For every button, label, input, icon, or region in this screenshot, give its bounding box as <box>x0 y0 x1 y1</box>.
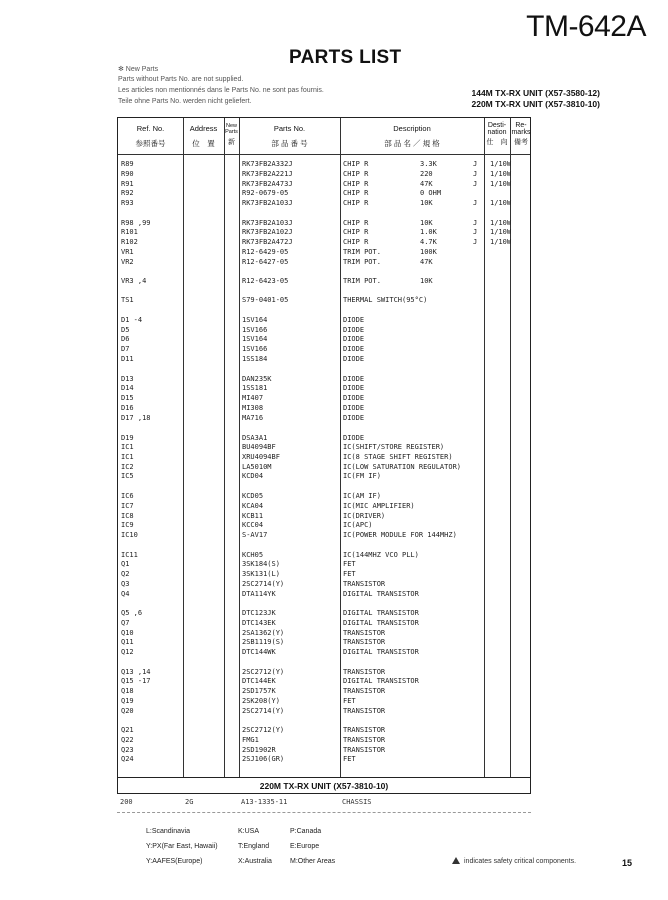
row-description: IC(AM IF) <box>343 492 381 500</box>
table-row <box>118 414 530 423</box>
row-power: 1/10W <box>490 199 512 207</box>
row-description: FET <box>343 560 356 568</box>
row-description: CHIP R <box>343 160 369 168</box>
row-description: IC(FM IF) <box>343 472 381 480</box>
row-parts-no: DSA3A1 <box>242 434 268 442</box>
row-ref: D14 <box>121 384 134 392</box>
row-ref: Q7 <box>121 619 130 627</box>
row-parts-no: KCC04 <box>242 521 264 529</box>
table-row <box>118 609 530 618</box>
table-row <box>118 668 530 677</box>
row-parts-no: 1SS184 <box>242 355 268 363</box>
table-row <box>118 502 530 511</box>
table-row <box>118 472 530 481</box>
row-ref: Q20 <box>121 707 134 715</box>
row-description: CHIP R <box>343 180 369 188</box>
row-parts-no: BU4094BF <box>242 443 276 451</box>
row-ref: D17 ,18 <box>121 414 151 422</box>
row-ref: IC2 <box>121 463 134 471</box>
row-parts-no: 3SK184(S) <box>242 560 280 568</box>
row-ref: R101 <box>121 228 138 236</box>
row-description: CHASSIS <box>342 798 372 806</box>
row-description: TRANSISTOR <box>343 746 386 754</box>
row-description: TRIM POT. <box>343 277 381 285</box>
table-row <box>118 638 530 647</box>
row-ref: D19 <box>121 434 134 442</box>
row-ref: R89 <box>121 160 134 168</box>
row-ref: Q4 <box>121 590 130 598</box>
row-value: 0 OHM <box>420 189 442 197</box>
row-ref: IC5 <box>121 472 134 480</box>
table-row <box>118 434 530 443</box>
row-ref: IC1 <box>121 443 134 451</box>
row-ref: 200 <box>120 798 133 806</box>
row-description: IC(144MHZ VCO PLL) <box>343 551 419 559</box>
row-parts-no: DTC123JK <box>242 609 276 617</box>
table-row <box>118 697 530 706</box>
table-row <box>118 170 530 179</box>
row-ref: R92 <box>121 189 134 197</box>
row-ref: Q13 ,14 <box>121 668 151 676</box>
table-row <box>118 590 530 599</box>
row-description: IC(MIC AMPLIFIER) <box>343 502 415 510</box>
row-parts-no: DTC143EK <box>242 619 276 627</box>
row-description: TRANSISTOR <box>343 687 386 695</box>
row-ref: IC7 <box>121 502 134 510</box>
table-row <box>118 551 530 560</box>
row-ref: Q21 <box>121 726 134 734</box>
row-ref: IC6 <box>121 492 134 500</box>
table-row <box>118 277 530 286</box>
header-address: Address 位 置 <box>189 124 218 148</box>
table-row <box>118 629 530 638</box>
row-ref: Q5 ,6 <box>121 609 143 617</box>
row-description: IC(8 STAGE SHIFT REGISTER) <box>343 453 453 461</box>
row-value: 100K <box>420 248 437 256</box>
row-description: DIGITAL TRANSISTOR <box>343 677 419 685</box>
row-parts-no: R12-6427-05 <box>242 258 289 266</box>
row-ref: Q24 <box>121 755 134 763</box>
row-parts-no: MI308 <box>242 404 264 412</box>
table-row <box>118 580 530 589</box>
row-description: TRANSISTOR <box>343 668 386 676</box>
row-power: 1/10W <box>490 160 512 168</box>
row-ref: IC9 <box>121 521 134 529</box>
table-row-chassis <box>117 794 531 813</box>
row-ref: D11 <box>121 355 134 363</box>
row-description: IC(LOW SATURATION REGULATOR) <box>343 463 462 471</box>
table-row <box>118 619 530 628</box>
table-row <box>118 219 530 228</box>
model-number: TM-642A <box>526 10 646 43</box>
table-row <box>118 746 530 755</box>
row-description: TRIM POT. <box>343 248 381 256</box>
row-ref: IC10 <box>121 531 138 539</box>
row-tolerance: J <box>473 170 478 178</box>
table-row <box>118 463 530 472</box>
row-power: 1/10W <box>490 228 512 236</box>
row-ref: R90 <box>121 170 134 178</box>
table-row <box>118 648 530 657</box>
row-ref: D6 <box>121 335 130 343</box>
row-description: CHIP R <box>343 170 369 178</box>
legend-k: K:USA <box>238 828 260 835</box>
row-value: 1.0K <box>420 228 437 236</box>
table-row <box>118 345 530 354</box>
row-ref: IC8 <box>121 512 134 520</box>
row-ref: Q11 <box>121 638 134 646</box>
legend-y-aafes: Y:AAFES(Europe) <box>146 858 203 865</box>
row-description: TRIM POT. <box>343 258 381 266</box>
row-parts-no: RK73FB2A103J <box>242 219 293 227</box>
row-tolerance: J <box>473 199 478 207</box>
row-parts-no: S79-0401-05 <box>242 296 289 304</box>
legend-m: M:Other Areas <box>290 858 336 865</box>
row-parts-no: FMG1 <box>242 736 259 744</box>
row-ref: Q19 <box>121 697 134 705</box>
row-ref: D5 <box>121 326 130 334</box>
row-parts-no: KCD05 <box>242 492 264 500</box>
row-ref: VR2 <box>121 258 134 266</box>
table-row <box>118 296 530 305</box>
header-description: Description 部 品 名 ／ 規 格 <box>384 124 440 148</box>
row-description: CHIP R <box>343 219 369 227</box>
row-description: DIGITAL TRANSISTOR <box>343 648 419 656</box>
table-row <box>118 375 530 384</box>
row-ref: R91 <box>121 180 134 188</box>
table-row <box>118 687 530 696</box>
legend-y-px: Y:PX(Far East, Hawaii) <box>146 843 218 850</box>
row-power: 1/10W <box>490 180 512 188</box>
row-ref: D15 <box>121 394 134 402</box>
row-ref: R98 ,99 <box>121 219 151 227</box>
table-row <box>118 531 530 540</box>
row-description: TRANSISTOR <box>343 707 386 715</box>
row-parts-no: KCA04 <box>242 502 264 510</box>
header-parts-no: Parts No. 部 品 番 号 <box>271 124 308 148</box>
row-parts-no: DTC144EK <box>242 677 276 685</box>
row-parts-no: 1SV166 <box>242 326 268 334</box>
row-description: DIGITAL TRANSISTOR <box>343 590 419 598</box>
table-row <box>118 453 530 462</box>
row-description: DIODE <box>343 355 365 363</box>
row-description: TRANSISTOR <box>343 629 386 637</box>
row-parts-no: 1SV164 <box>242 335 268 343</box>
row-parts-no: DTC144WK <box>242 648 276 656</box>
row-description: DIODE <box>343 434 365 442</box>
row-parts-no: 2SA1362(Y) <box>242 629 285 637</box>
table-row <box>118 238 530 247</box>
table-row <box>118 316 530 325</box>
row-value: 4.7K <box>420 238 437 246</box>
row-ref: Q2 <box>121 570 130 578</box>
row-value: 47K <box>420 258 433 266</box>
row-ref: D16 <box>121 404 134 412</box>
row-value: 10K <box>420 219 433 227</box>
row-tolerance: J <box>473 228 478 236</box>
row-description: IC(DRIVER) <box>343 512 386 520</box>
row-parts-no: 2SC2714(Y) <box>242 580 285 588</box>
unit-header-220m: 220M TX-RX UNIT (X57-3810-10) <box>471 99 600 109</box>
table-row <box>118 189 530 198</box>
row-tolerance: J <box>473 180 478 188</box>
row-power: 1/10W <box>490 219 512 227</box>
row-ref: VR3 ,4 <box>121 277 147 285</box>
sub-unit-header: 220M TX-RX UNIT (X57-3810-10) <box>117 778 531 794</box>
row-value: 220 <box>420 170 433 178</box>
row-ref: Q18 <box>121 687 134 695</box>
row-parts-no: 2SC2712(Y) <box>242 726 285 734</box>
row-description: THERMAL SWITCH(95°C) <box>343 296 428 304</box>
table-row <box>118 180 530 189</box>
note-new-parts: ✻ New Parts <box>118 66 159 73</box>
note-not-supplied-fr: Les articles non mentionnés dans le Parts No. ne sont pas fournis. <box>118 87 324 94</box>
row-value: 47K <box>420 180 433 188</box>
row-parts-no: 2SC2712(Y) <box>242 668 285 676</box>
row-description: TRANSISTOR <box>343 736 386 744</box>
row-parts-no: DAN235K <box>242 375 272 383</box>
row-parts-no: KCB11 <box>242 512 264 520</box>
row-description: CHIP R <box>343 199 369 207</box>
row-parts-no: 3SK131(L) <box>242 570 280 578</box>
table-row <box>118 394 530 403</box>
row-parts-no: R92-0679-05 <box>242 189 289 197</box>
row-ref: Q1 <box>121 560 130 568</box>
row-ref: VR1 <box>121 248 134 256</box>
row-ref: R93 <box>121 199 134 207</box>
header-remarks: Re- marks 備考 <box>511 122 531 146</box>
row-description: CHIP R <box>343 238 369 246</box>
row-description: DIODE <box>343 326 365 334</box>
parts-table <box>117 117 531 778</box>
unit-header-144m: 144M TX-RX UNIT (X57-3580-12) <box>471 88 600 98</box>
row-description: DIODE <box>343 404 365 412</box>
header-new-parts: New Parts 新 <box>225 123 238 146</box>
row-description: CHIP R <box>343 228 369 236</box>
table-row <box>118 335 530 344</box>
note-not-supplied-en: Parts without Parts No. are not supplied. <box>118 76 244 83</box>
table-row <box>118 521 530 530</box>
row-parts-no: RK73FB2A332J <box>242 160 293 168</box>
row-ref: D13 <box>121 375 134 383</box>
table-row <box>118 443 530 452</box>
row-parts-no: A13-1335-11 <box>241 798 288 806</box>
row-description: IC(APC) <box>343 521 373 529</box>
row-ref: Q10 <box>121 629 134 637</box>
row-tolerance: J <box>473 160 478 168</box>
table-row <box>118 755 530 764</box>
row-ref: R102 <box>121 238 138 246</box>
table-row <box>118 404 530 413</box>
row-parts-no: RK73FB2A103J <box>242 199 293 207</box>
row-description: FET <box>343 755 356 763</box>
row-parts-no: RK73FB2A472J <box>242 238 293 246</box>
row-description: FET <box>343 697 356 705</box>
table-row <box>118 736 530 745</box>
row-parts-no: 1SS181 <box>242 384 268 392</box>
row-description: TRANSISTOR <box>343 726 386 734</box>
row-parts-no: RK73FB2A102J <box>242 228 293 236</box>
row-parts-no: KCD04 <box>242 472 264 480</box>
row-description: DIODE <box>343 414 365 422</box>
header-destination: Desti- nation 仕 向 <box>486 122 508 146</box>
row-ref: TS1 <box>121 296 134 304</box>
row-description: DIODE <box>343 316 365 324</box>
legend-x: X:Australia <box>238 858 272 865</box>
row-parts-no: 2SJ106(GR) <box>242 755 285 763</box>
row-tolerance: J <box>473 219 478 227</box>
row-description: DIGITAL TRANSISTOR <box>343 609 419 617</box>
row-parts-no: 2SK208(Y) <box>242 697 280 705</box>
table-row <box>118 512 530 521</box>
safety-note: indicates safety critical components. <box>452 857 576 865</box>
row-parts-no: 2SB1119(S) <box>242 638 285 646</box>
row-power: 1/10W <box>490 170 512 178</box>
row-parts-no: S-AV17 <box>242 531 268 539</box>
note-not-supplied-de: Teile ohne Parts No. werden nicht geliefert. <box>118 98 252 105</box>
row-parts-no: MA716 <box>242 414 264 422</box>
row-ref: Q15 -17 <box>121 677 151 685</box>
row-parts-no: 2SD1902R <box>242 746 276 754</box>
legend-e: E:Europe <box>290 843 320 850</box>
legend-l: L:Scandinavia <box>146 828 190 835</box>
row-description: TRANSISTOR <box>343 638 386 646</box>
table-row <box>118 384 530 393</box>
row-parts-no: RK73FB2A221J <box>242 170 293 178</box>
row-parts-no: RK73FB2A473J <box>242 180 293 188</box>
table-row <box>118 707 530 716</box>
row-parts-no: 2SC2714(Y) <box>242 707 285 715</box>
row-ref: IC11 <box>121 551 138 559</box>
table-row <box>118 199 530 208</box>
row-description: DIODE <box>343 375 365 383</box>
table-row <box>118 560 530 569</box>
row-description: TRANSISTOR <box>343 580 386 588</box>
row-description: DIODE <box>343 345 365 353</box>
page-number: 15 <box>621 858 632 868</box>
row-parts-no: R12-6423-05 <box>242 277 289 285</box>
legend-p: P:Canada <box>290 828 322 835</box>
row-ref: Q12 <box>121 648 134 656</box>
warning-triangle-icon <box>452 857 460 864</box>
table-row <box>118 248 530 257</box>
row-parts-no: LA5010M <box>242 463 272 471</box>
table-row <box>118 160 530 169</box>
row-parts-no: MI407 <box>242 394 264 402</box>
row-address: 2G <box>185 798 194 806</box>
row-value: 10K <box>420 277 433 285</box>
row-description: DIODE <box>343 394 365 402</box>
row-description: DIODE <box>343 335 365 343</box>
row-parts-no: DTA114YK <box>242 590 276 598</box>
row-description: DIODE <box>343 384 365 392</box>
row-power: 1/10W <box>490 238 512 246</box>
row-ref: D7 <box>121 345 130 353</box>
legend-t: T:England <box>238 843 270 850</box>
header-ref: Ref. No. 参照番号 <box>135 124 166 148</box>
table-row <box>118 726 530 735</box>
table-row <box>118 228 530 237</box>
row-description: FET <box>343 570 356 578</box>
row-ref: IC1 <box>121 453 134 461</box>
row-parts-no: R12-6429-05 <box>242 248 289 256</box>
row-description: IC(POWER MODULE FOR 144MHZ) <box>343 531 457 539</box>
table-row <box>118 258 530 267</box>
table-row <box>118 326 530 335</box>
row-parts-no: KCH05 <box>242 551 264 559</box>
row-parts-no: 2SD1757K <box>242 687 276 695</box>
row-tolerance: J <box>473 238 478 246</box>
table-row <box>118 677 530 686</box>
row-parts-no: XRU4094BF <box>242 453 280 461</box>
row-description: CHIP R <box>343 189 369 197</box>
row-parts-no: 1SV166 <box>242 345 268 353</box>
row-parts-no: 1SV164 <box>242 316 268 324</box>
page-title: PARTS LIST <box>289 47 402 68</box>
table-row <box>118 570 530 579</box>
table-row <box>118 355 530 364</box>
row-ref: Q3 <box>121 580 130 588</box>
row-ref: Q23 <box>121 746 134 754</box>
row-description: IC(SHIFT/STORE REGISTER) <box>343 443 445 451</box>
row-description: DIGITAL TRANSISTOR <box>343 619 419 627</box>
row-value: 10K <box>420 199 433 207</box>
row-ref: D1 -4 <box>121 316 143 324</box>
row-value: 3.3K <box>420 160 437 168</box>
row-ref: Q22 <box>121 736 134 744</box>
table-row <box>118 492 530 501</box>
